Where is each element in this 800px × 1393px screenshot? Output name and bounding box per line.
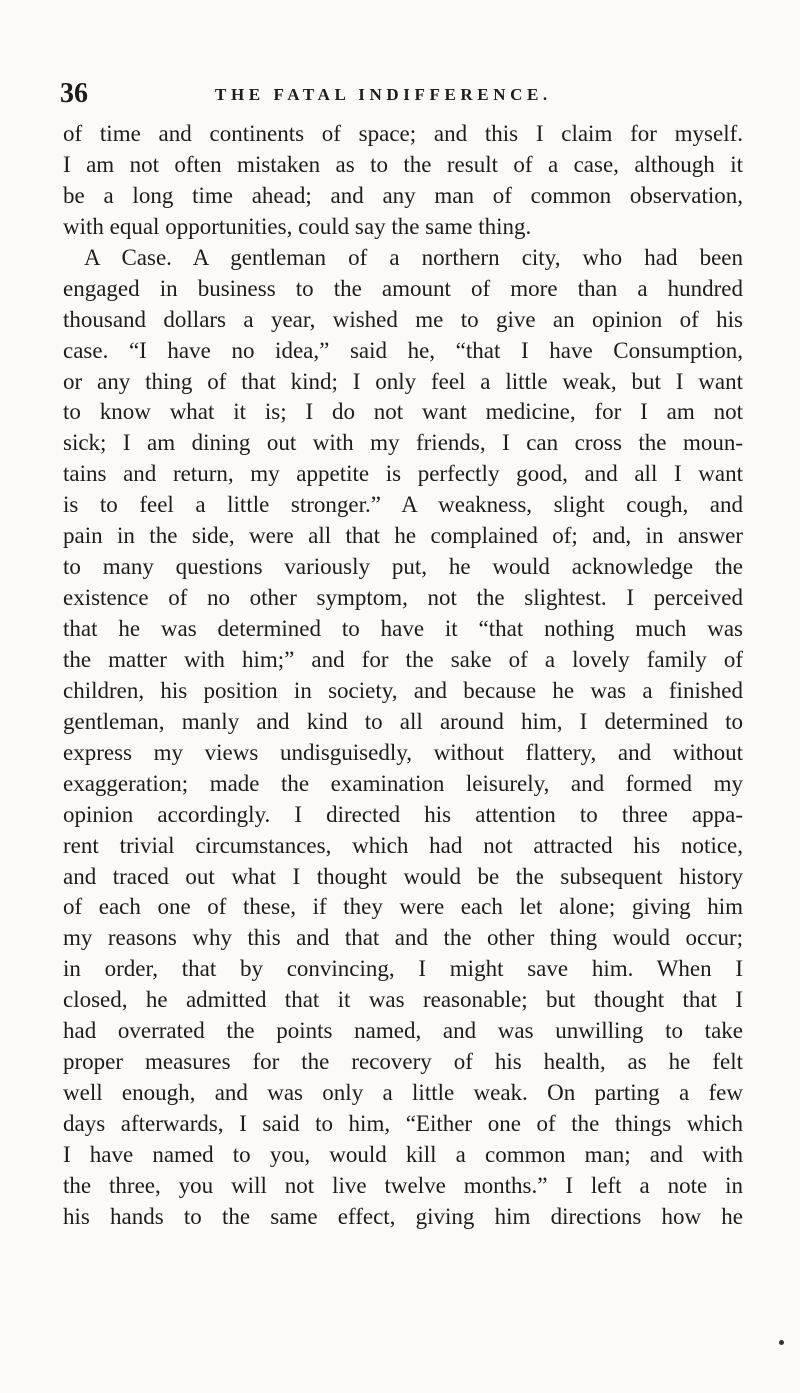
text-line: to know what it is; I do not want medicine, for I am not	[63, 399, 743, 425]
text-line: sick; I am dining out with my friends, I can cross the moun-	[63, 430, 743, 456]
text-line: gentleman, manly and kind to all around him, I determined to	[63, 708, 743, 734]
text-line: opinion accordingly. I directed his attention to three appa-	[63, 801, 743, 827]
running-head: THE FATAL INDIFFERENCE.	[215, 85, 552, 104]
text-line: be a long time ahead; and any man of common observation,	[63, 182, 743, 208]
text-line: of each one of these, if they were each let alone; giving him	[63, 894, 743, 920]
text-line: and traced out what I thought would be the subsequent history	[63, 863, 743, 889]
text-line: existence of no other symptom, not the slightest. I perceived	[63, 585, 743, 611]
page-number: 36	[60, 78, 88, 109]
text-line: or any thing of that kind; I only feel a little weak, but I want	[63, 368, 743, 394]
text-line: well enough, and was only a little weak. On parting a few	[63, 1080, 743, 1106]
text-line: I am not often mistaken as to the result of a case, although it	[63, 151, 743, 177]
text-line: his hands to the same effect, giving him directions how he	[63, 1203, 743, 1229]
text-line: the three, you will not live twelve months.” I left a note in	[63, 1172, 743, 1198]
body-text	[63, 119, 743, 1233]
text-line: days afterwards, I said to him, “Either one of the things which	[63, 1111, 743, 1136]
text-line: engaged in business to the amount of more than a hundred	[63, 275, 743, 301]
text-line: case. “I have no idea,” said he, “that I have Consumption,	[63, 337, 743, 363]
text-line: had overrated the points named, and was unwilling to take	[63, 1018, 743, 1044]
text-line: is to feel a little stronger.” A weakness, slight cough, and	[63, 492, 743, 518]
text-line: express my views undisguisedly, without flattery, and without	[63, 739, 743, 765]
text-line: closed, he admitted that it was reasonable; but thought that I	[63, 987, 743, 1013]
text-line: exaggeration; made the examination leisurely, and formed my	[63, 770, 743, 796]
text-line: thousand dollars a year, wished me to give an opinion of his	[63, 306, 743, 332]
print-speck-mark	[779, 1340, 784, 1345]
paragraph-start-line: A Case. A gentleman of a northern city, who had been	[84, 244, 743, 270]
text-line: of time and continents of space; and this I claim for myself.	[63, 121, 743, 146]
page-header	[60, 74, 760, 114]
text-line: in order, that by convincing, I might save him. When I	[63, 956, 743, 982]
text-line: my reasons why this and that and the other thing would occur;	[63, 925, 743, 951]
text-line: the matter with him;” and for the sake of a lovely family of	[63, 646, 743, 672]
text-line: that he was determined to have it “that nothing much was	[63, 616, 743, 641]
text-line: to many questions variously put, he would acknowledge the	[63, 554, 743, 580]
text-line: tains and return, my appetite is perfectly good, and all I want	[63, 461, 743, 487]
text-line: pain in the side, were all that he complained of; and, in answer	[63, 523, 743, 549]
paragraph-end-line: with equal opportunities, could say the same thing.	[63, 213, 532, 239]
text-line: children, his position in society, and because he was a finished	[63, 677, 743, 703]
text-line: I have named to you, would kill a common man; and with	[63, 1141, 743, 1167]
text-line: proper measures for the recovery of his health, as he felt	[63, 1049, 743, 1075]
text-line: rent trivial circumstances, which had not attracted his notice,	[63, 832, 743, 858]
